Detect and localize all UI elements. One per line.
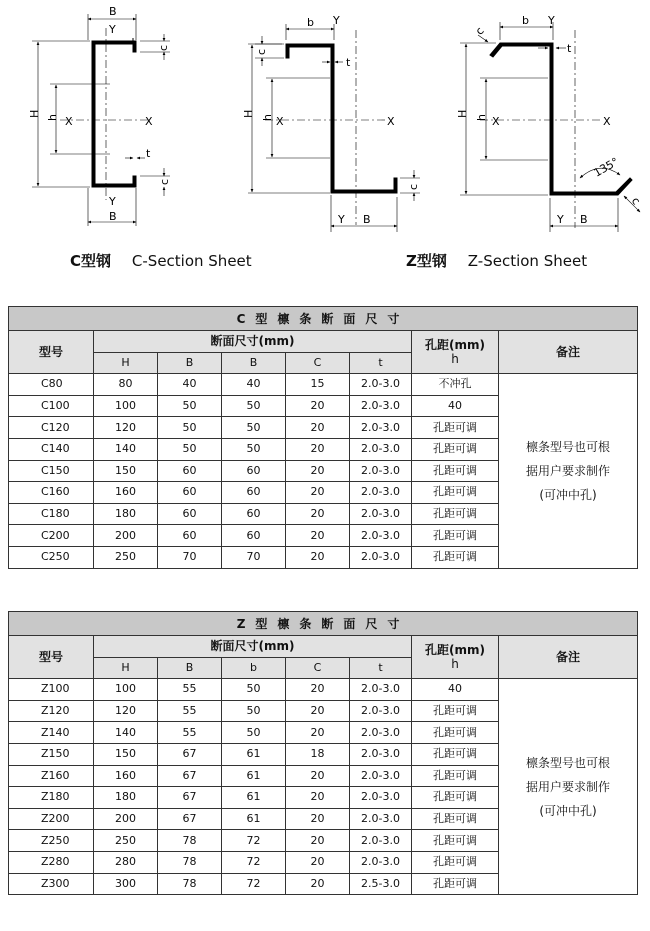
hole-cell: 孔距可调: [412, 546, 499, 568]
dimension-cell: 61: [222, 808, 286, 830]
dimension-cell: 40: [222, 374, 286, 396]
model-cell: Z150: [9, 743, 94, 765]
model-cell: C250: [9, 546, 94, 568]
dimension-cell: 40: [158, 374, 222, 396]
hole-cell: 孔距可调: [412, 808, 499, 830]
dimension-cell: 50: [222, 679, 286, 701]
hole-cell: 孔距可调: [412, 525, 499, 547]
c-section-caption: [70, 250, 252, 271]
dimension-cell: 50: [158, 417, 222, 439]
z-column-header: b: [222, 657, 286, 679]
c-hole-header-sub: h: [451, 352, 459, 367]
table-row: [9, 679, 638, 701]
label-z-t: t: [346, 56, 351, 69]
dimension-cell: 50: [158, 438, 222, 460]
dimension-cell: 60: [222, 525, 286, 547]
label-z-Y-bottom: Y: [338, 213, 345, 226]
z-column-header: B: [158, 657, 222, 679]
dimension-cell: 78: [158, 873, 222, 895]
c-table-title: C型檩条断面尺寸: [9, 307, 638, 331]
model-cell: C120: [9, 417, 94, 439]
model-cell: C80: [9, 374, 94, 396]
dimension-cell: 15: [286, 374, 350, 396]
model-cell: Z120: [9, 700, 94, 722]
dimension-cell: 67: [158, 765, 222, 787]
label-z135-b: b: [522, 14, 529, 27]
model-cell: C100: [9, 395, 94, 417]
dimension-cell: 2.0-3.0: [350, 546, 412, 568]
dimension-cell: 20: [286, 503, 350, 525]
z-section-caption: [406, 250, 587, 271]
hole-cell: 孔距可调: [412, 482, 499, 504]
hole-cell: 孔距可调: [412, 700, 499, 722]
label-z-X-left: X: [276, 115, 284, 128]
hole-cell: 孔距可调: [412, 787, 499, 809]
hole-cell: 40: [412, 679, 499, 701]
z-dims-header: 断面尺寸(mm): [94, 636, 412, 658]
z-note-header: 备注: [499, 636, 638, 679]
dimension-cell: 20: [286, 438, 350, 460]
dimension-cell: 20: [286, 460, 350, 482]
dimension-cell: 100: [94, 395, 158, 417]
dimension-cell: 150: [94, 743, 158, 765]
label-z135-angle: 135°: [591, 155, 621, 180]
label-z-Y-top: Y: [333, 14, 340, 27]
z-table-title: Z型檩条断面尺寸: [9, 612, 638, 636]
dimension-cell: 2.0-3.0: [350, 722, 412, 744]
z-hole-header-label: 孔距(mm): [425, 643, 485, 658]
dimension-cell: 55: [158, 679, 222, 701]
label-c-Y-top: Y: [109, 23, 116, 36]
note-line: (可冲中孔): [539, 487, 597, 502]
label-z135-Y-bottom: Y: [557, 213, 564, 226]
dimension-cell: 250: [94, 830, 158, 852]
dimension-cell: 140: [94, 438, 158, 460]
dimension-cell: 250: [94, 546, 158, 568]
dimension-cell: 200: [94, 808, 158, 830]
label-z135-X-right: X: [603, 115, 611, 128]
dimension-cell: 61: [222, 765, 286, 787]
dimension-cell: 140: [94, 722, 158, 744]
label-z135-t: t: [567, 42, 572, 55]
dimension-cell: 20: [286, 417, 350, 439]
z-note-cell: [499, 679, 638, 895]
dimension-cell: 2.0-3.0: [350, 765, 412, 787]
c-column-header: t: [350, 352, 412, 374]
dimension-cell: 50: [222, 395, 286, 417]
dimension-cell: 50: [222, 417, 286, 439]
c-purlin-table: [8, 306, 638, 569]
z-section-135-diagram: [456, 14, 643, 232]
c-note-cell: [499, 374, 638, 568]
label-z135-h: h: [475, 114, 488, 121]
dimension-cell: 2.0-3.0: [350, 525, 412, 547]
label-c-Y-bottom: Y: [109, 195, 116, 208]
label-c-c-top: c: [157, 44, 170, 51]
dimension-cell: 200: [94, 525, 158, 547]
model-cell: C150: [9, 460, 94, 482]
model-cell: Z140: [9, 722, 94, 744]
dimension-cell: 61: [222, 787, 286, 809]
c-section-diagram: [28, 5, 171, 226]
hole-cell: 孔距可调: [412, 417, 499, 439]
dimension-cell: 60: [222, 503, 286, 525]
label-z135-c-top: c: [472, 24, 487, 38]
dimension-cell: 20: [286, 808, 350, 830]
dimension-cell: 50: [222, 722, 286, 744]
dimension-cell: 2.0-3.0: [350, 830, 412, 852]
c-column-header: B: [222, 352, 286, 374]
note-line: 据用户要求制作: [526, 463, 611, 478]
dimension-cell: 2.0-3.0: [350, 743, 412, 765]
c-hole-header: [412, 331, 499, 374]
hole-cell: 孔距可调: [412, 722, 499, 744]
dimension-cell: 20: [286, 765, 350, 787]
dimension-cell: 70: [222, 546, 286, 568]
note-line: 檩条型号也可根: [526, 755, 611, 770]
model-cell: Z100: [9, 679, 94, 701]
dimension-cell: 20: [286, 546, 350, 568]
dimension-cell: 2.0-3.0: [350, 808, 412, 830]
c-column-header: B: [158, 352, 222, 374]
label-c-h: h: [46, 114, 59, 121]
label-z135-B-bottom: B: [580, 213, 588, 226]
dimension-cell: 20: [286, 722, 350, 744]
z-hole-header: [412, 636, 499, 679]
dimension-cell: 20: [286, 830, 350, 852]
dimension-cell: 67: [158, 787, 222, 809]
dimension-cell: 60: [158, 482, 222, 504]
z-caption-en: Z-Section Sheet: [467, 252, 588, 270]
model-cell: C160: [9, 482, 94, 504]
dimension-cell: 72: [222, 873, 286, 895]
dimension-cell: 50: [158, 395, 222, 417]
dimension-cell: 20: [286, 700, 350, 722]
hole-cell: 孔距可调: [412, 851, 499, 873]
dimension-cell: 2.0-3.0: [350, 787, 412, 809]
z-section-diagram: [242, 14, 420, 232]
c-column-header: C: [286, 352, 350, 374]
dimension-cell: 120: [94, 417, 158, 439]
label-c-c-bottom: c: [158, 178, 171, 185]
dimension-cell: 120: [94, 700, 158, 722]
dimension-cell: 2.0-3.0: [350, 700, 412, 722]
dimension-cell: 72: [222, 851, 286, 873]
label-z135-X-left: X: [492, 115, 500, 128]
dimension-cell: 180: [94, 503, 158, 525]
c-column-header: H: [94, 352, 158, 374]
dimension-cell: 150: [94, 460, 158, 482]
label-z-h: h: [261, 114, 274, 121]
c-dims-header: 断面尺寸(mm): [94, 331, 412, 353]
dimension-cell: 60: [158, 503, 222, 525]
label-z-b: b: [307, 16, 314, 29]
model-cell: Z180: [9, 787, 94, 809]
dimension-cell: 2.0-3.0: [350, 482, 412, 504]
label-z-c-top: c: [255, 48, 268, 55]
dimension-cell: 2.0-3.0: [350, 460, 412, 482]
hole-cell: 40: [412, 395, 499, 417]
hole-cell: 孔距可调: [412, 503, 499, 525]
dimension-cell: 20: [286, 395, 350, 417]
dimension-cell: 2.0-3.0: [350, 417, 412, 439]
dimension-cell: 20: [286, 851, 350, 873]
hole-cell: 孔距可调: [412, 873, 499, 895]
dimension-cell: 280: [94, 851, 158, 873]
dimension-cell: 55: [158, 722, 222, 744]
label-z-c-bottom: c: [407, 183, 420, 190]
note-line: (可冲中孔): [539, 803, 597, 818]
dimension-cell: 180: [94, 787, 158, 809]
dimension-cell: 78: [158, 851, 222, 873]
hole-cell: 不冲孔: [412, 374, 499, 396]
dimension-cell: 61: [222, 743, 286, 765]
dimension-cell: 60: [158, 525, 222, 547]
dimension-cell: 20: [286, 873, 350, 895]
dimension-cell: 60: [222, 482, 286, 504]
dimension-cell: 20: [286, 679, 350, 701]
c-model-header: 型号: [9, 331, 94, 374]
hole-cell: 孔距可调: [412, 438, 499, 460]
dimension-cell: 60: [222, 460, 286, 482]
dimension-cell: 2.5-3.0: [350, 873, 412, 895]
label-c-X-left: X: [65, 115, 73, 128]
dimension-cell: 78: [158, 830, 222, 852]
note-line: 檩条型号也可根: [526, 439, 611, 454]
z-caption-cn: Z型钢: [406, 252, 447, 270]
dimension-cell: 2.0-3.0: [350, 679, 412, 701]
label-c-B-bottom: B: [109, 210, 117, 223]
note-line: 据用户要求制作: [526, 779, 611, 794]
z-purlin-table: [8, 611, 638, 895]
dimension-cell: 67: [158, 808, 222, 830]
dimension-cell: 2.0-3.0: [350, 503, 412, 525]
c-note-header: 备注: [499, 331, 638, 374]
dimension-cell: 18: [286, 743, 350, 765]
dimension-cell: 2.0-3.0: [350, 395, 412, 417]
label-c-H: H: [28, 109, 41, 118]
hole-cell: 孔距可调: [412, 830, 499, 852]
table-row: [9, 374, 638, 396]
model-cell: Z250: [9, 830, 94, 852]
c-hole-header-label: 孔距(mm): [425, 338, 485, 353]
model-cell: Z200: [9, 808, 94, 830]
dimension-cell: 80: [94, 374, 158, 396]
hole-cell: 孔距可调: [412, 765, 499, 787]
dimension-cell: 2.0-3.0: [350, 438, 412, 460]
dimension-cell: 72: [222, 830, 286, 852]
model-cell: Z300: [9, 873, 94, 895]
z-column-header: H: [94, 657, 158, 679]
z-column-header: t: [350, 657, 412, 679]
z-column-header: C: [286, 657, 350, 679]
dimension-cell: 160: [94, 482, 158, 504]
dimension-cell: 50: [222, 700, 286, 722]
model-cell: Z280: [9, 851, 94, 873]
hole-cell: 孔距可调: [412, 460, 499, 482]
dimension-cell: 50: [222, 438, 286, 460]
label-z-B-bottom: B: [363, 213, 371, 226]
dimension-cell: 2.0-3.0: [350, 374, 412, 396]
dimension-cell: 100: [94, 679, 158, 701]
label-c-t: t: [146, 147, 151, 160]
c-caption-en: C-Section Sheet: [131, 252, 252, 270]
model-cell: C200: [9, 525, 94, 547]
label-c-B-top: B: [109, 5, 117, 18]
dimension-cell: 55: [158, 700, 222, 722]
dimension-cell: 70: [158, 546, 222, 568]
label-z135-H: H: [456, 109, 469, 118]
dimension-cell: 20: [286, 482, 350, 504]
model-cell: C140: [9, 438, 94, 460]
dimension-cell: 160: [94, 765, 158, 787]
label-c-X-right: X: [145, 115, 153, 128]
label-z-H: H: [242, 109, 255, 118]
dimension-cell: 2.0-3.0: [350, 851, 412, 873]
dimension-cell: 67: [158, 743, 222, 765]
c-caption-cn: C型钢: [70, 252, 112, 270]
model-cell: C180: [9, 503, 94, 525]
dimension-cell: 300: [94, 873, 158, 895]
model-cell: Z160: [9, 765, 94, 787]
label-z135-c-bottom: c: [628, 194, 643, 208]
dimension-cell: 60: [158, 460, 222, 482]
z-model-header: 型号: [9, 636, 94, 679]
dimension-cell: 20: [286, 787, 350, 809]
label-z135-Y-top: Y: [548, 14, 555, 27]
z-hole-header-sub: h: [451, 657, 459, 672]
label-z-X-right: X: [387, 115, 395, 128]
dimension-cell: 20: [286, 525, 350, 547]
hole-cell: 孔距可调: [412, 743, 499, 765]
